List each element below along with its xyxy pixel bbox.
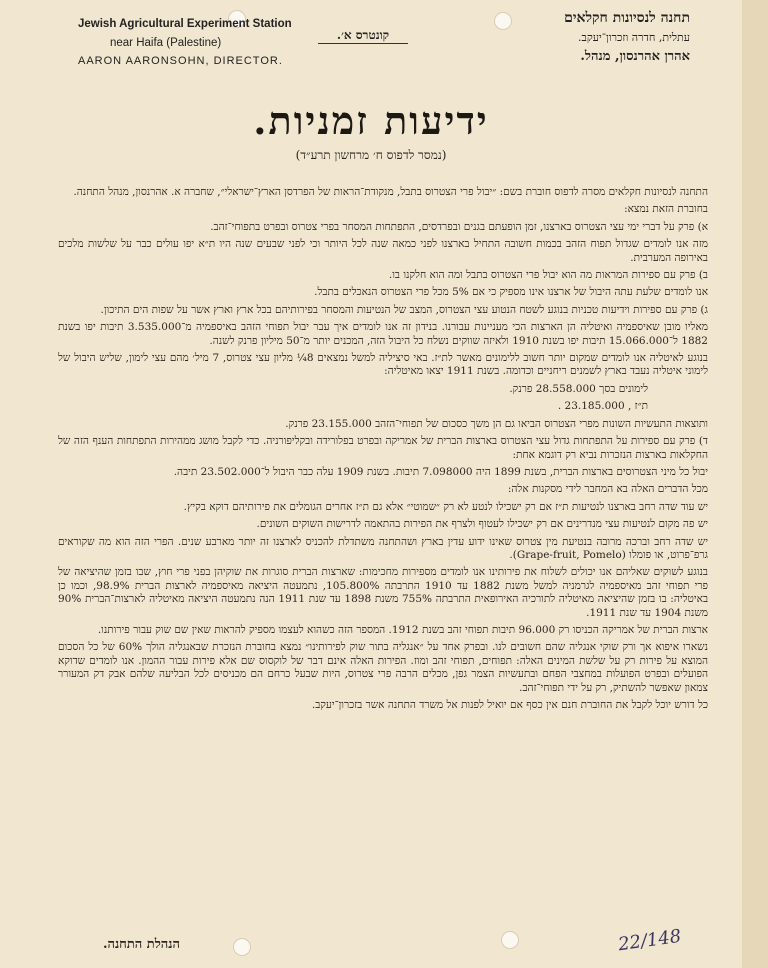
page-title: ידיעות זמניות. [253, 98, 489, 143]
paragraph: ג) פרק עם ספירות וידיעות טכניות בנוגע לשטח הנטוע עצי הצטרוס, המצב של הנטיעות והמסחר בפירותיהם בכל ארץ וארץ אשר על שפות הים התיכון. [100, 303, 708, 316]
paragraph: התחנה לנסיונות חקלאים מסרה לדפוס חוברת בשם: ״יבול פרי הצטרוס בתבל, מנקודת־הראות של הפרדסן הארץ־ישראלי״, שחברה א. אהרנסון, מנהל התחנה. [73, 186, 708, 198]
paragraph: נשארו איפוא אך ורק שוקי אנגליה שהם חשובים לנו. ובפרק אחד על ״אנגליה בתור שוק לפירותינו״ נמצא בחוברת הנזכרת שבאנגליה הולך 60% של כל הסכום המוצא על פירות רק על שלשת המינים האלה: תפוחים, תפוחי זהב ומוז. הפירות האלה אינם דבר של לוקסוס שם אלא פירות עבור ההמון. אנו לומדים שדוקא הפועלים ובפרט הפועלות במחצבי הפחם ובתעשיות הצמר גפן, מכלים הרבה פרי צטרוס, היות שבעל כרחם הם מכניסים לכל הבליעה שלהם אבק דק המעורר צמאון שאפשר להשתיק, רק על ידי תפוחי־זהב. [58, 641, 708, 694]
paragraph: ת״ז , 23.185.000 . [557, 400, 648, 413]
letterhead-english-director: AARON AARONSOHN, DIRECTOR. [78, 55, 283, 67]
paragraph: לימונים בסך 28.558.000 פרנק. [509, 382, 648, 395]
letterhead-hebrew-name: תחנה לנסיונות חקלאים [564, 10, 690, 26]
document-body [58, 186, 708, 716]
handwritten-number: 22/148 [616, 925, 683, 956]
booklet-label: קונטרס א׳. [318, 28, 408, 44]
signature-line: הנהלת התחנה. [102, 937, 180, 952]
paragraph: ותוצאות התעשיות השונות מפרי הצטרוס הביאו גם הן משך כסכום של תפוחי־הזהב 23.155.000 פרנק. [285, 417, 708, 430]
paragraph: מזה אנו לומדים שגדול תפוח הזהב בכמות חשובה התחיל בארצנו לפני כמאה שנה לכל היותר וכי לפני שבעים שנה היו ת״א יפו עולים כבר על שלשות מלכים באירופה המערבית. [58, 238, 708, 264]
paragraph: ב) פרק עם ספירות המראות מה הוא יבול פרי הצטרוס בתבל ומה הוא חלקנו בו. [388, 269, 708, 282]
paragraph: יבול כל מיני הצטרוסים בארצות הברית, בשנת 1899 היה 7.098000 תיבות. בשנת 1909 עלה כבר היבול ל־23.502.000 תיבה. [173, 465, 708, 478]
paragraph: בנוגע לאיטליה אנו לומדים שמקום יותר חשוב ללימונים מאשר לת״ז. באי סיציליה למשל נמצאים 8¼ מליון עצי צטרוס, 7 מיל׳ מהם עצי לימון, שליש היבול של לימוני איטליה נעבד בארץ לשמנים ריחניים וכדומה. בשנת 1911 יצאו מאיטליה: [58, 352, 708, 378]
punch-hole [233, 938, 251, 956]
page-edge [742, 0, 768, 968]
paragraph: יש שדה רחב וברכה מרובה בנטיעת מין צטרוס שאינו ידוע עדין בארץ ושהתחנה משתדלת להכניס לארצנו זה יותר מארבע שנים. הפרי הזה הוא מה שקוראים גרפ־פרוט, או פומלו (Grape-fruit, Pomelo). [58, 535, 708, 561]
paragraph: מכל הדברים האלה בא המחבר לידי מסקנות אלה: [507, 483, 708, 496]
page-subtitle: (נמסר לדפוס ח׳ מרחשון תרע״ד) [295, 148, 447, 162]
paragraph: יש פה מקום לנטיעות עצי מנדרינים אם רק ישכילו לעטוף ולצרף את הפירות בהתאמה לדרישות השוקים השונים. [256, 518, 708, 531]
letterhead-hebrew-director: אהרן אהרנסון, מנהל. [580, 49, 690, 64]
letterhead-english-name: Jewish Agricultural Experiment Station [78, 18, 292, 30]
paragraph: א) פרק על דברי ימי עצי הצטרוס בארצנו, זמן הופעתם בגנים ובפרדסים, התפתחות המסחר בפרי צטרוס ובפרט בתפוחי־זהב. [210, 220, 708, 233]
paragraph: בחוברת הזאת נמצא: [624, 203, 708, 216]
punch-hole [501, 931, 519, 949]
letterhead-english-location: near Haifa (Palestine) [110, 37, 222, 49]
paragraph: ד) פרק עם ספירות על התפתחות גדול עצי הצטרוס בארצות הברית של אמריקה ובפרט בפלורידה ובקליפורניה. כדי לקבל מושג ממהירות התפתחות הענף הזה של החקלאות בארצות הנזכרות נביא רק דוגמא אחת: [58, 435, 708, 461]
paragraph: כל דורש יוכל לקבל את החוברת חנם אין כסף אם יואיל לפנות אל משרד התחנה אשר בזכרון־יעקב. [311, 699, 708, 711]
paragraph: מאליו מובן שאיספמיה ואיטליה הן הארצות הכי מעניינות עבורנו. בנידון זה אנו לומדים איך עבר יבול תפוחי הזהב באיספמיה מ־3.535.000 תיבות יפו בשנת 1882 ל־15.066.000 תיבות יפו בשנת 1910 ולאיזה שווקים נשלח כל היבול הזה, המכנים יותר מ־50 מיליון פרנק לשנה. [58, 321, 708, 347]
paragraph: ארצות הברית של אמריקה הכניסו רק 96.000 תיבות תפוחי זהב בשנת 1912. המספר הזה כשהוא לעצמו מספיק להראות שאין שם שוק עבור פירותנו. [97, 623, 708, 636]
paragraph: יש עוד שדה רחב בארצנו לנטיעות ת״ז אם רק ישכילו לנטע לא רק ״שמוטי״ אלא גם ת״ז אחרים הגומלים את פירותיהם דוקא בקיץ. [183, 500, 708, 513]
paragraph: אנו לומדים שלעת עתה היבול של ארצנו אינו מספיק כי אם 5% מכל פרי הצטרוס הנאכלים בתבל. [314, 286, 708, 299]
paragraph: בנוגע לשוקים שאליהם אנו יכולים לשלוח את פירותינו אנו לומדים מספירות מחכימות: שארצות הברית סוגרות את שוקיהן בפני פרי חוץ, שבו בזמן שהיציאה של פרי תפוחי זהב מאיספמיה לגרמניה למשל משנת 1882 עד 1910 התרבתה 105.800%, נתמעטה היציאה מאיספמיה לארצות הברית 98.9%, וכמו כן באיטליה: בו בזמן שהיציאה מאיטליה לתורכיה האירופאית התרבתה 755% משנת 1898 עד שנת 1911 הנה נתמעטה היציאה מאיטליה לארצות־הברית 90% משנת 1904 עד שנת 1911. [58, 566, 708, 619]
letterhead-hebrew-location: עתלית, חדרה וזכרון־יעקב. [578, 31, 690, 44]
